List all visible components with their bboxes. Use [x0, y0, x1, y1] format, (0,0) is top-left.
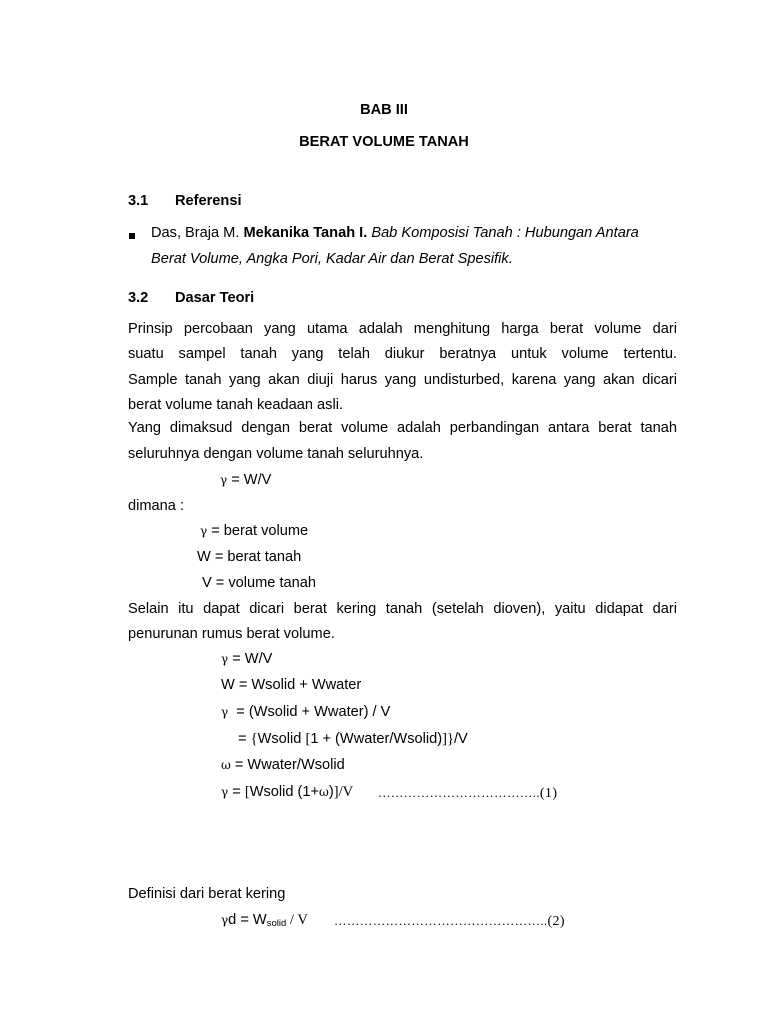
- gamma-symbol: γ: [221, 913, 229, 927]
- bracket-open: [: [244, 784, 250, 800]
- omega-symbol: ω: [319, 785, 329, 799]
- paragraph-3-line: penurunan rumus berat volume.: [128, 626, 335, 642]
- reference-chapter-cont: Berat Volume, Angka Pori, Kadar Air dan Berat Spesifik.: [151, 251, 513, 267]
- gamma-symbol: γ: [221, 705, 229, 719]
- section-number-3-1: 3.1: [128, 193, 149, 209]
- paragraph-3-line: Selain itu dapat dicari berat kering tanah (setelah dioven), yaitu didapat dari: [128, 601, 677, 617]
- section-title-dasar-teori: Dasar Teori: [175, 290, 255, 306]
- dry-weight-title: Definisi dari berat kering: [128, 886, 286, 902]
- definition-gamma: [200, 523, 308, 539]
- subscript-solid: solid: [266, 918, 287, 929]
- dimana-label: dimana :: [128, 498, 184, 514]
- derivation-step-5: [221, 757, 345, 773]
- derivation-text: d = W: [228, 912, 267, 928]
- equation-1-leader: [378, 786, 557, 802]
- equation-2-leader: [334, 914, 565, 930]
- chapter-title: BERAT VOLUME TANAH: [299, 134, 469, 150]
- paragraph-1-line: Prinsip percobaan yang utama adalah menghitung harga berat volume dari: [128, 321, 677, 337]
- bracket-open: [: [305, 731, 311, 747]
- equation-gamma-w-v: [220, 472, 271, 488]
- derivation-text: ): [328, 784, 334, 800]
- equation-number: (1): [539, 786, 558, 801]
- derivation-text: ]/V: [333, 784, 354, 800]
- derivation-text: 1 + (Wwater/Wsolid): [310, 731, 443, 747]
- derivation-step-2: W = Wsolid + Wwater: [221, 677, 362, 693]
- gamma-symbol: γ: [221, 652, 229, 666]
- paragraph-2-line: seluruhnya dengan volume tanah seluruhnya.: [128, 446, 424, 462]
- derivation-step-3: [221, 704, 390, 720]
- derivation-text: = W/V: [228, 651, 273, 667]
- definition-text: = berat volume: [207, 523, 309, 539]
- gamma-symbol: γ: [221, 785, 229, 799]
- definition-v: V = volume tanah: [202, 575, 316, 591]
- reference-line-2: [151, 251, 513, 267]
- leader-dots: ………………………………..: [378, 786, 540, 800]
- bracket-close: ]}: [442, 731, 454, 747]
- bullet-square-icon: [129, 233, 135, 239]
- derivation-text: /V: [453, 731, 468, 747]
- derivation-text: = (Wsolid + Wwater) / V: [228, 704, 391, 720]
- equation-number: (2): [547, 914, 565, 929]
- gamma-symbol: γ: [200, 524, 208, 538]
- derivation-text: / V: [286, 912, 308, 928]
- gamma-symbol: γ: [220, 473, 228, 487]
- paragraph-2-line: Yang dimaksud dengan berat volume adalah perbandingan antara berat tanah: [128, 420, 677, 436]
- brace-open: {: [250, 731, 258, 747]
- reference-author: Das, Braja M.: [151, 225, 244, 241]
- section-number-3-2: 3.2: [128, 290, 149, 306]
- omega-symbol: ω: [221, 758, 231, 772]
- equation-text: = W/V: [231, 472, 272, 488]
- derivation-step-4: [238, 731, 468, 748]
- leader-dots: …………………………………………..: [334, 914, 548, 928]
- derivation-text: Wsolid: [257, 731, 306, 747]
- paragraph-1-line: berat volume tanah keadaan asli.: [128, 397, 343, 413]
- derivation-text: =: [238, 731, 251, 747]
- equation-dry-weight: [221, 912, 308, 929]
- chapter-label: BAB III: [360, 102, 408, 118]
- derivation-text: =: [228, 784, 245, 800]
- derivation-text: = Wwater/Wsolid: [230, 757, 345, 773]
- section-title-referensi: Referensi: [175, 193, 242, 209]
- reference-book: Mekanika Tanah I.: [243, 225, 368, 241]
- definition-w: W = berat tanah: [197, 549, 302, 565]
- derivation-step-6: [221, 784, 353, 801]
- paragraph-1-line: suatu sampel tanah yang telah diukur beratnya untuk volume tertentu.: [128, 346, 677, 362]
- derivation-text: Wsolid (1+: [249, 784, 320, 800]
- derivation-step-1: [221, 651, 272, 667]
- paragraph-1-line: Sample tanah yang akan diuji harus yang undisturbed, karena yang akan dicari: [128, 372, 677, 388]
- reference-line-1: [151, 225, 639, 241]
- reference-chapter: Bab Komposisi Tanah : Hubungan Antara: [367, 225, 639, 241]
